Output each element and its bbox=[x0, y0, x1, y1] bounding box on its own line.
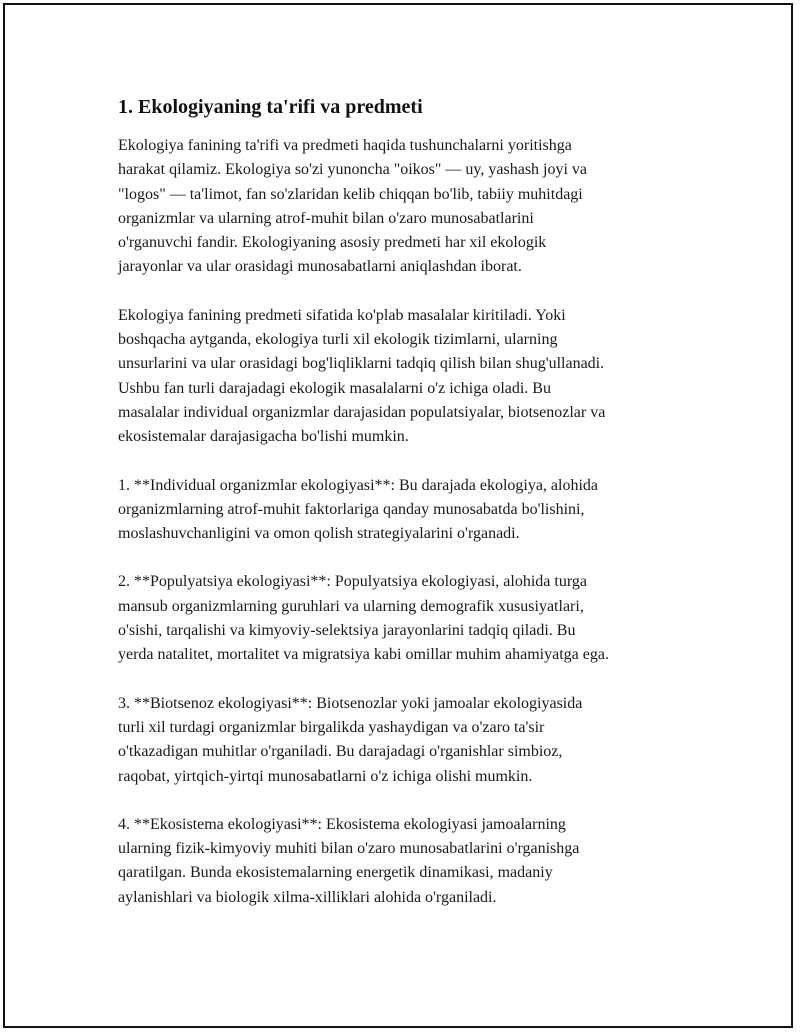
text-line: yerda natalitet, mortalitet va migratsiya kabi omillar muhim ahamiyatga ega. bbox=[118, 646, 609, 664]
paragraph-subject bbox=[118, 304, 698, 450]
text-line: o'rganuvchi fandir. Ekologiyaning asosiy predmeti har xil ekologik bbox=[118, 234, 547, 252]
text-line: Ekologiya fanining predmeti sifatida ko'plab masalalar kiritiladi. Yoki bbox=[118, 306, 566, 324]
text-line: turli xil turdagi organizmlar birgalikda yashaydigan va o'zaro ta'sir bbox=[118, 718, 545, 736]
text-line: o'sishi, tarqalishi va kimyoviy-selektsiya jarayonlarini tadqiq qiladi. Bu bbox=[118, 622, 576, 640]
paragraph-intro bbox=[118, 134, 698, 280]
list-item-population bbox=[118, 570, 698, 667]
list-item-individual bbox=[118, 474, 698, 547]
text-line: mansub organizmlarning guruhlari va ularning demografik xususiyatlari, bbox=[118, 597, 584, 615]
text-line: organizmlarning atrof-muhit faktorlariga qanday munosabatda bo'lishini, bbox=[118, 500, 585, 518]
text-line: Ushbu fan turli darajadagi ekologik masalalarni o'z ichiga oladi. Bu bbox=[118, 379, 551, 397]
text-line: o'tkazadigan muhitlar o'rganiladi. Bu darajadagi o'rganishlar simbioz, bbox=[118, 743, 563, 761]
text-line: 4. **Ekosistema ekologiyasi**: Ekosistema ekologiyasi jamoalarning bbox=[118, 815, 566, 833]
document-body bbox=[118, 94, 698, 934]
text-line: unsurlarini va ular orasidagi bog'liqliklarni tadqiq qilish bilan shug'ullanadi. bbox=[118, 355, 605, 373]
text-line: boshqacha aytganda, ekologiya turli xil ekologik tizimlarni, ularning bbox=[118, 331, 558, 349]
text-line: jarayonlar va ular orasidagi munosabatlarni aniqlashdan iborat. bbox=[118, 258, 522, 276]
text-line: Ekologiya fanining ta'rifi va predmeti haqida tushunchalarni yoritishga bbox=[118, 137, 572, 154]
text-line: aylanishlari va biologik xilma-xilliklari alohida o'rganiladi. bbox=[118, 888, 497, 906]
text-line: "logos" — ta'limot, fan so'zlaridan kelib chiqqan bo'lib, tabiiy muhitdagi bbox=[118, 185, 583, 203]
text-line: organizmlar va ularning atrof-muhit bilan o'zaro munosabatlarini bbox=[118, 209, 534, 227]
text-line: 3. **Biotsenoz ekologiyasi**: Biotsenozlar yoki jamoalar ekologiyasida bbox=[118, 694, 583, 712]
list-item-ecosystem bbox=[118, 813, 698, 910]
list-item-biocenosis bbox=[118, 692, 698, 789]
text-line: ularning fizik-kimyoviy muhiti bilan o'zaro munosabatlarini o'rganishga bbox=[118, 840, 580, 858]
text-line: 1. **Individual organizmlar ekologiyasi**: Bu darajada ekologiya, alohida bbox=[118, 476, 599, 494]
text-line: 2. **Populyatsiya ekologiyasi**: Populyatsiya ekologiyasi, alohida turga bbox=[118, 573, 587, 591]
text-line: qaratilgan. Bunda ekosistemalarning energetik dinamikasi, madaniy bbox=[118, 864, 553, 882]
document-title: 1. Ekologiyaning ta'rifi va predmeti bbox=[118, 96, 423, 118]
text-line: harakat qilamiz. Ekologiya so'zi yunoncha "oikos" — uy, yashash joyi va bbox=[118, 161, 588, 179]
text-line: raqobat, yirtqich-yirtqi munosabatlarni o'z ichiga olishi mumkin. bbox=[118, 767, 533, 785]
text-line: ekosistemalar darajasigacha bo'lishi mumkin. bbox=[118, 428, 409, 446]
text-line: moslashuvchanligini va omon qolish strategiyalarini o'rganadi. bbox=[118, 525, 520, 543]
text-line: masalalar individual organizmlar darajasidan populatsiyalar, biotsenozlar va bbox=[118, 403, 606, 421]
